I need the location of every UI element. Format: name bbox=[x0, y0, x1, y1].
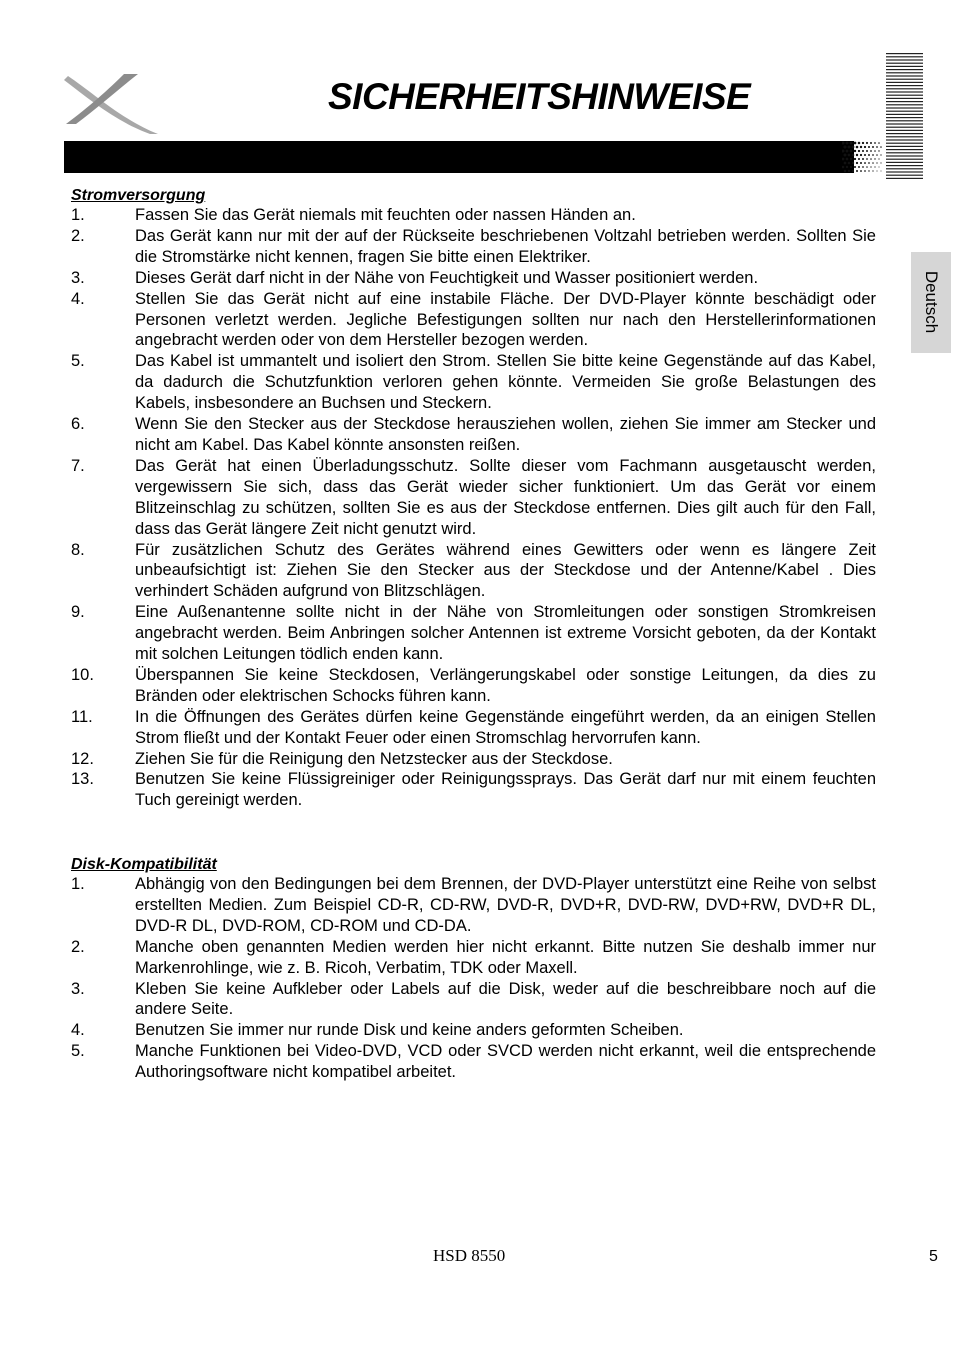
list-item: 2. Manche oben genannten Medien werden hier nicht erkannt. Bitte nutzen Sie deshalb immer nur Markenrohlinge, wie z. B. Ricoh, Verbatim, TDK oder Maxell. bbox=[71, 937, 876, 977]
dot-pattern-icon bbox=[842, 141, 882, 173]
list-item: 7. Das Gerät hat einen Überladungsschutz. Sollte dieser vom Fachmann ausgetauscht werden, vergewissern Sie sich, dass das Gerät wieder sicher funktioniert. Um das Gerät vor einem Blitzeinschlag zu schützen, sollten Sie es aus der Steckdose entfernen. Dies gilt auch für den Fall, dass das Gerät längere Zeit nicht genutzt wird. bbox=[71, 456, 876, 538]
list-item: 6. Wenn Sie den Stecker aus der Steckdose herausziehen wollen, ziehen Sie immer am Stecker und nicht am Kabel. Das Kabel könnte ansonsten reißen. bbox=[71, 415, 876, 454]
page-title: SICHERHEITSHINWEISE bbox=[328, 76, 751, 117]
list-item: 13. Benutzen Sie keine Flüssigreiniger oder Reinigungssprays. Das Gerät darf nur mit einem feuchten Tuch gereinigt werden. bbox=[71, 770, 876, 810]
language-tab-label: Deutsch bbox=[922, 270, 941, 334]
model-name: HSD 8550 bbox=[433, 1246, 506, 1265]
list-item: 11. In die Öffnungen des Gerätes dürfen keine Gegenstände eingeführt werden, da an einigen Stellen Strom fließt und der Kontakt Feuer oder einen Stromschlag hervorrufen kann. bbox=[71, 707, 876, 747]
header-bar bbox=[64, 141, 854, 173]
section-list bbox=[71, 205, 876, 811]
list-item: 4. Stellen Sie das Gerät nicht auf eine instabile Fläche. Der DVD-Player könnte beschädigt oder Personen verletzt werden. Jegliche Befestigungen sollten nur nach den Herstellerinformationen angebracht werden oder von dem Hersteller bezogen werden. bbox=[71, 289, 876, 350]
list-item: 12. Ziehen Sie für die Reinigung den Netzstecker aus der Steckdose. bbox=[71, 749, 613, 768]
list-item: 5. Manche Funktionen bei Video-DVD, VCD oder SVCD werden nicht erkannt, weil die entsprechende Authoringsoftware nicht kompatibel arbeitet. bbox=[71, 1042, 876, 1082]
section-heading: Disk-Kompatibilität bbox=[71, 856, 217, 873]
list-item: 1. Abhängig von den Bedingungen bei dem Brennen, der DVD-Player unterstützt eine Reihe von selbst erstellten Medien. Zum Beispiel CD-R, CD-RW, DVD-R, DVD+R, DVD-RW, DVD+RW, DVD+R DL, DVD-R DL, DVD-ROM, CD-ROM und CD-DA. bbox=[71, 875, 876, 935]
section-list bbox=[71, 874, 876, 1083]
language-tab bbox=[911, 252, 951, 353]
list-item: 2. Das Gerät kann nur mit der auf der Rückseite beschriebenen Voltzahl betrieben werden. Sollten Sie die Stromstärke nicht kennen, fragen Sie bitte einen Elektriker. bbox=[71, 226, 876, 266]
list-item: 5. Das Kabel ist ummantelt und isoliert den Strom. Stellen Sie bitte keine Gegenstände auf das Kabel, da dadurch die Schutzfunktion verloren gehen könnte. Vermeiden Sie große Belastungen des Kabels, insbesondere an Buchsen und Steckern. bbox=[71, 352, 876, 413]
section-heading: Stromversorgung bbox=[71, 187, 206, 204]
list-item: 9. Eine Außenantenne sollte nicht in der Nähe von Stromleitungen oder sonstigen Stromkreisen angebracht werden. Beim Anbringen solcher Antennen ist extreme Vorsicht geboten, da der Kontakt mit solchen Leitungen tödlich enden kann. bbox=[71, 603, 876, 664]
list-item: 10. Überspannen Sie keine Steckdosen, Verlängerungskabel oder sonstige Leitungen, da dies zu Bränden oder elektrischen Schocks führen kann. bbox=[71, 665, 876, 705]
section-stromversorgung bbox=[71, 187, 876, 811]
x-brand-logo-icon bbox=[62, 72, 162, 138]
list-item: 4. Benutzen Sie immer nur runde Disk und keine anders geformten Scheiben. bbox=[71, 1021, 684, 1040]
page-number: 5 bbox=[929, 1248, 938, 1265]
list-item: 1. Fassen Sie das Gerät niemals mit feuchten oder nassen Händen an. bbox=[71, 206, 636, 224]
list-item: 3. Dieses Gerät darf nicht in der Nähe von Feuchtigkeit und Wasser positioniert werden. bbox=[71, 268, 759, 287]
list-item: 3. Kleben Sie keine Aufkleber oder Labels auf die Disk, weder auf die beschreibbare noch auf die andere Seite. bbox=[71, 979, 876, 1019]
stripes-decoration-icon bbox=[886, 52, 923, 180]
list-item: 8. Für zusätzlichen Schutz des Gerätes während eines Gewitters oder wenn es längere Zeit unbeaufsichtigt ist: Ziehen Sie den Stecker aus der Steckdose und der Antenne/Kabel . Dies verhindert Schäden aufgrund von Blitzschlägen. bbox=[71, 540, 876, 601]
section-disk-kompatibilitaet bbox=[71, 856, 876, 1083]
